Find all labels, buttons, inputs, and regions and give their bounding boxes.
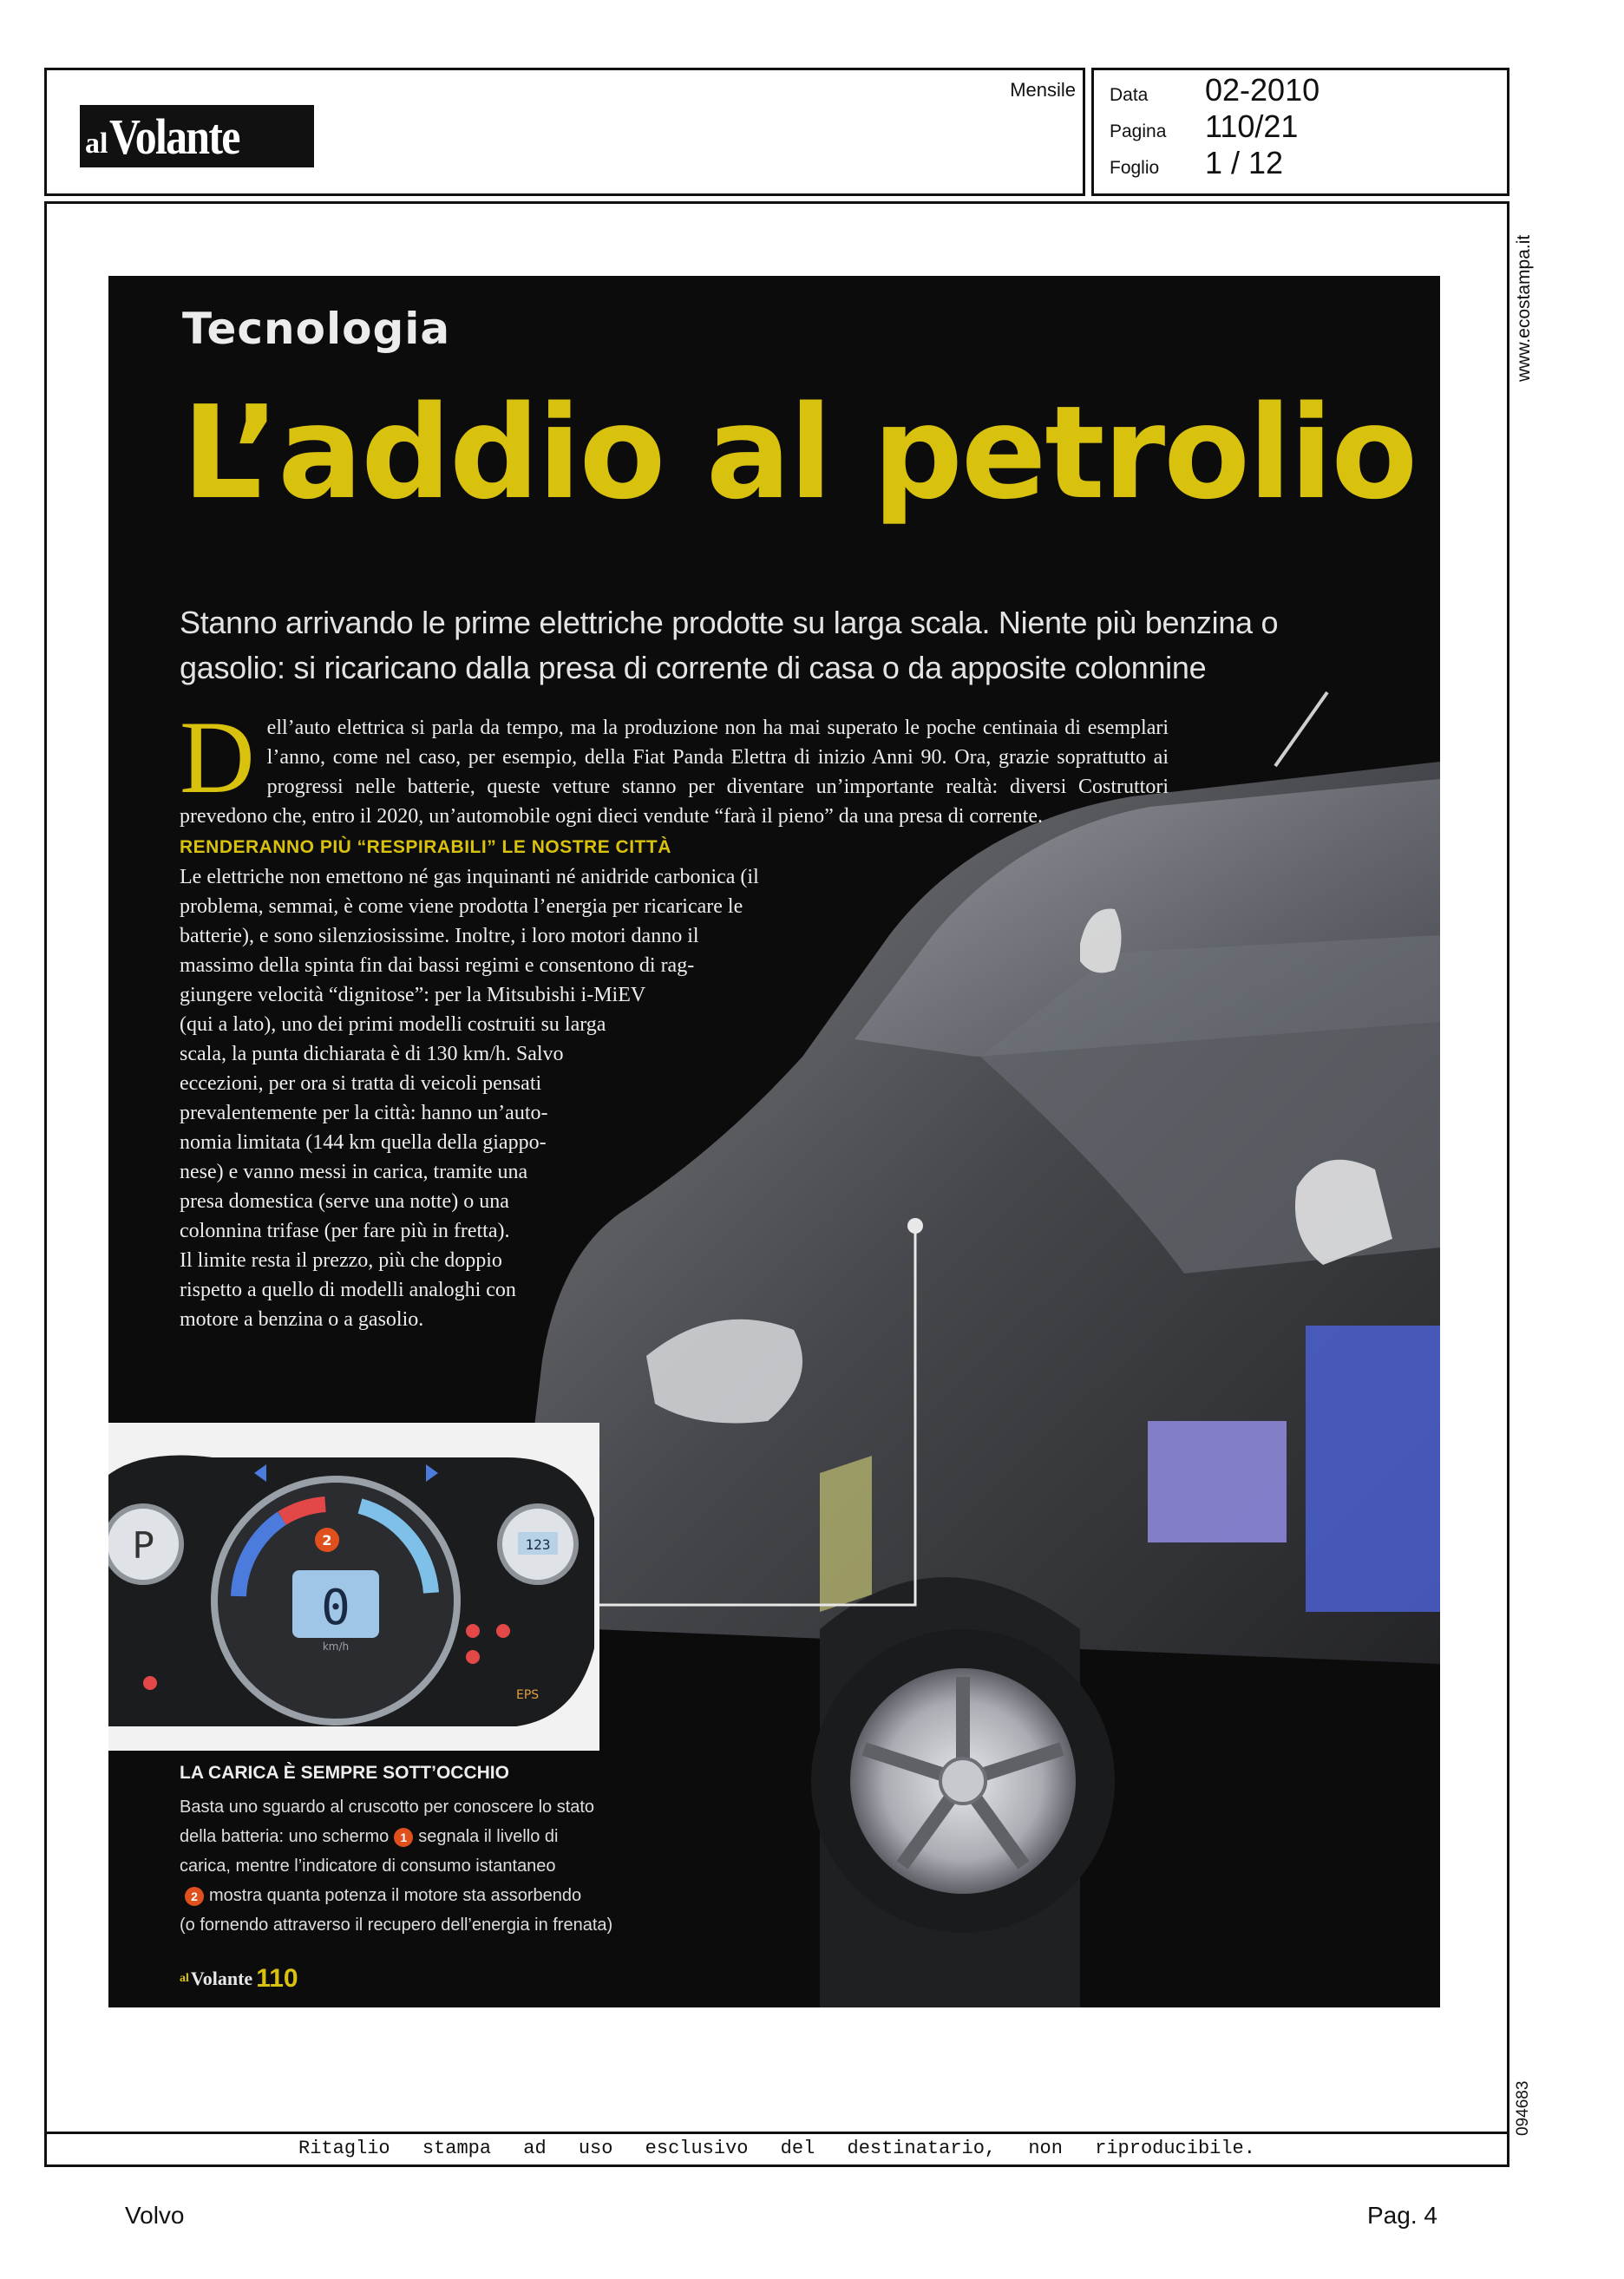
header-meta-box xyxy=(1091,68,1509,196)
caption-line: carica, mentre l’indicatore di consumo istantaneo xyxy=(180,1857,556,1876)
magazine-page-number xyxy=(180,1964,298,1994)
speed-unit: km/h xyxy=(322,1640,350,1653)
first-paragraph xyxy=(180,699,1169,831)
text-line: nese) e vanno messi in carica, tramite una xyxy=(180,1161,528,1183)
sheet-row xyxy=(1110,145,1283,181)
page-label: Pagina xyxy=(1110,121,1167,141)
date-label: Data xyxy=(1110,85,1149,105)
date-value: 02-2010 xyxy=(1205,72,1320,108)
speed-display: 0 xyxy=(321,1580,350,1636)
section-title: Tecnologia xyxy=(182,304,451,354)
text-line: eccezioni, per ora si tratta di veicoli pensati xyxy=(180,1072,542,1095)
magazine-page xyxy=(108,276,1440,2007)
article-subhead: RENDERANNO PIÙ “RESPIRABILI” LE NOSTRE CITTÀ xyxy=(180,837,671,857)
eps-label: EPS xyxy=(516,1688,540,1702)
logo-name: Volante xyxy=(109,108,240,165)
text-line: giungere velocità “dignitose”: per la Mitsubishi i-MiEV xyxy=(180,984,646,1006)
article-body xyxy=(180,699,1255,1334)
caption-line: (o fornendo attraverso il recupero dell’energia in frenata) xyxy=(180,1916,613,1935)
disclaimer-bar: Ritaglio stampa ad uso esclusivo del destinatario, non riproducibile. xyxy=(44,2134,1509,2167)
date-row xyxy=(1110,72,1320,108)
logo-prefix: al xyxy=(85,128,108,160)
article-title: L’addio al petrolio xyxy=(182,378,1417,527)
gear-indicator: P xyxy=(132,1524,154,1567)
dashboard-graphic xyxy=(108,1423,599,1751)
caption-line: Basta uno sguardo al cruscotto per conoscere lo stato xyxy=(180,1798,595,1817)
caption-title: LA CARICA È SEMPRE SOTT’OCCHIO xyxy=(180,1763,509,1783)
range-display: 123 xyxy=(525,1536,551,1553)
text-line: batterie), e sono silenziosissime. Inoltre, i loro motori danno il xyxy=(180,925,699,947)
text-line: nomia limitata (144 km quella della giappo- xyxy=(180,1131,547,1154)
callout-number-2: 2 xyxy=(185,1887,204,1906)
page-value: 110/21 xyxy=(1205,108,1299,144)
mini-logo-prefix: al xyxy=(180,1972,189,1985)
text-line: prevalentemente per la città: hanno un’auto- xyxy=(180,1102,548,1124)
caption-text: della batteria: uno schermo xyxy=(180,1827,390,1846)
callout-number-1: 1 xyxy=(394,1828,413,1847)
text-line: scala, la punta dichiarata è di 130 km/h. Salvo xyxy=(180,1043,564,1065)
text-line: (qui a lato), uno dei primi modelli costruiti su larga xyxy=(180,1013,606,1036)
text-line: problema, semmai, è come viene prodotta l’energia per ricaricare le xyxy=(180,895,743,918)
side-code xyxy=(1514,2075,1536,2136)
side-url xyxy=(1514,217,1536,382)
caption-line xyxy=(180,1822,700,1851)
caption-text: mostra quanta potenza il motore sta assorbendo xyxy=(209,1886,582,1905)
frequency-label: Mensile xyxy=(1010,79,1076,101)
sheet-label: Foglio xyxy=(1110,158,1160,178)
text-line: massimo della spinta fin dai bassi regimi e consentono di rag- xyxy=(180,954,695,977)
page-number: 110 xyxy=(256,1964,298,1993)
publication-logo xyxy=(80,105,314,167)
caption-text: segnala il livello di xyxy=(418,1827,559,1846)
header-left-box xyxy=(44,68,1085,196)
footer-page: Pag. 4 xyxy=(1367,2202,1437,2229)
caption-body xyxy=(180,1792,700,1940)
text-line: Le elettriche non emettono né gas inquinanti né anidride carbonica (il xyxy=(180,866,759,888)
drop-cap: D xyxy=(180,699,255,815)
first-paragraph-text: ell’auto elettrica si parla da tempo, ma la produzione non ha mai superato le poche centinaia di esemplari l’anno, come nel caso, per esempio, della Fiat Panda Elettra di inizio Anni 90. Ora, grazie soprattutto ai progressi nelle batterie, queste vetture stanno per diventare un’importante realtà: diversi Costruttori prevedono che, entro il 2020, un’automobile ogni dieci vendute “farà il pieno” da una presa di corrente. xyxy=(180,717,1169,828)
indicator-2-badge: 2 xyxy=(322,1532,332,1549)
text-line: motore a benzina o a gasolio. xyxy=(180,1308,424,1331)
caption-line xyxy=(180,1881,700,1910)
text-line: colonnina trifase (per fare più in fretta). xyxy=(180,1220,510,1242)
text-line: presa domestica (serve una notte) o una xyxy=(180,1190,509,1213)
mini-logo: Volante xyxy=(190,1968,253,1989)
sheet-value: 1 / 12 xyxy=(1205,145,1284,180)
page-row xyxy=(1110,108,1298,145)
side-code-text: 094683 xyxy=(1514,2080,1532,2136)
second-paragraph xyxy=(180,862,1255,1334)
dashboard-inset xyxy=(108,1423,599,1751)
article-subtitle: Stanno arrivando le prime elettriche prodotte su larga scala. Niente più benzina o gasolio: si ricaricano dalla presa di corrente di casa o da apposite colonnine xyxy=(180,605,1279,685)
text-line: Il limite resta il prezzo, più che doppio xyxy=(180,1249,502,1272)
footer-brand: Volvo xyxy=(125,2202,185,2229)
text-line: rispetto a quello di modelli analoghi con xyxy=(180,1279,516,1301)
side-url-text: www.ecostampa.it xyxy=(1514,234,1534,382)
